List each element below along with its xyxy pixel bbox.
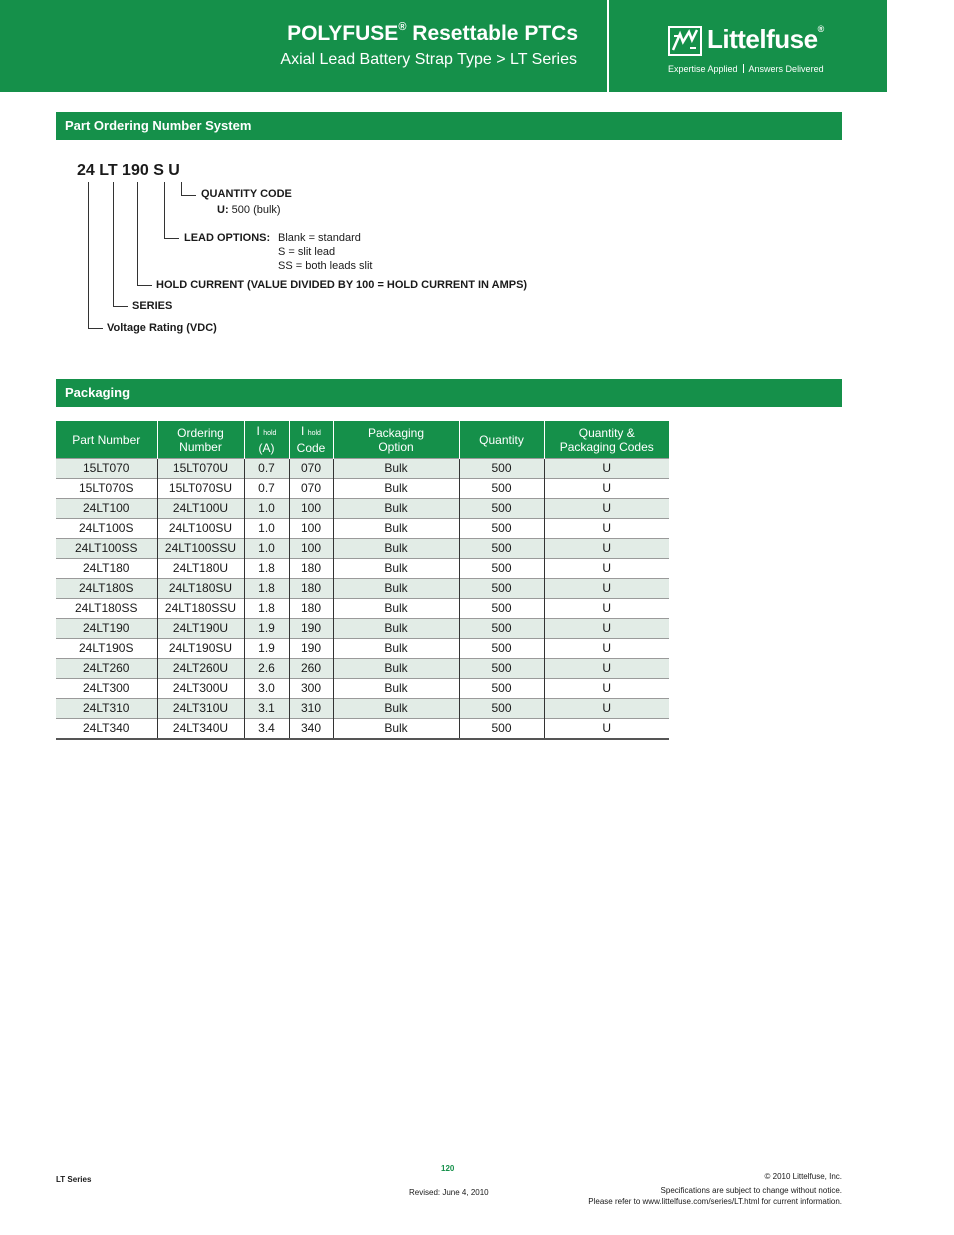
cell-packaging-code: U bbox=[544, 679, 669, 699]
ordering-line2: Number bbox=[179, 439, 222, 454]
connector-quantity-vertical bbox=[181, 182, 182, 195]
cell-part-number: 15LT070 bbox=[56, 459, 157, 479]
cell-ihold-amps: 1.8 bbox=[244, 579, 289, 599]
cell-ihold-amps: 1.0 bbox=[244, 499, 289, 519]
cell-ordering-number: 24LT190U bbox=[157, 619, 244, 639]
table-row bbox=[56, 499, 669, 519]
document-subtitle: Axial Lead Battery Strap Type > LT Series bbox=[280, 51, 577, 68]
packaging-table bbox=[56, 421, 669, 740]
quantity-code-label: QUANTITY CODE bbox=[201, 188, 292, 200]
connector-lead-vertical bbox=[164, 182, 165, 238]
cell-ihold-code: 340 bbox=[289, 719, 333, 740]
table-row bbox=[56, 699, 669, 719]
cell-part-number: 24LT180S bbox=[56, 579, 157, 599]
cell-ordering-number: 24LT180SSU bbox=[157, 599, 244, 619]
cell-packaging-code: U bbox=[544, 659, 669, 679]
cell-ordering-number: 24LT100SU bbox=[157, 519, 244, 539]
cell-packaging-code: U bbox=[544, 579, 669, 599]
cell-packaging-option: Bulk bbox=[333, 579, 459, 599]
cell-ihold-amps: 2.6 bbox=[244, 659, 289, 679]
cell-packaging-option: Bulk bbox=[333, 599, 459, 619]
cell-packaging-option: Bulk bbox=[333, 659, 459, 679]
tagline-left: Expertise Applied bbox=[668, 64, 738, 74]
cell-packaging-code: U bbox=[544, 559, 669, 579]
cell-ihold-amps: 1.0 bbox=[244, 519, 289, 539]
col-header-ihold-code bbox=[289, 421, 333, 459]
cell-packaging-option: Bulk bbox=[333, 519, 459, 539]
table-row bbox=[56, 539, 669, 559]
tagline-separator bbox=[743, 64, 744, 73]
cell-quantity: 500 bbox=[459, 459, 544, 479]
cell-ihold-code: 100 bbox=[289, 519, 333, 539]
cell-ordering-number: 24LT180SU bbox=[157, 579, 244, 599]
header-divider bbox=[607, 0, 609, 92]
cell-packaging-option: Bulk bbox=[333, 539, 459, 559]
cell-quantity: 500 bbox=[459, 539, 544, 559]
lead-option-standard: Blank = standard bbox=[278, 232, 361, 244]
cell-packaging-code: U bbox=[544, 599, 669, 619]
connector-series-horizontal bbox=[113, 306, 128, 307]
col-header-ordering-number bbox=[157, 421, 244, 459]
cell-ordering-number: 15LT070SU bbox=[157, 479, 244, 499]
cell-ihold-amps: 1.0 bbox=[244, 539, 289, 559]
col-header-ihold-amps bbox=[244, 421, 289, 459]
footer-refer-note: Please refer to www.littelfuse.com/series/LT.html for current information. bbox=[588, 1197, 842, 1206]
connector-hold-vertical bbox=[137, 182, 138, 285]
cell-quantity: 500 bbox=[459, 499, 544, 519]
cell-packaging-code: U bbox=[544, 639, 669, 659]
cell-packaging-code: U bbox=[544, 519, 669, 539]
cell-packaging-option: Bulk bbox=[333, 459, 459, 479]
tagline-right: Answers Delivered bbox=[748, 64, 824, 74]
cell-packaging-code: U bbox=[544, 499, 669, 519]
table-row bbox=[56, 619, 669, 639]
cell-packaging-option: Bulk bbox=[333, 679, 459, 699]
cell-quantity: 500 bbox=[459, 639, 544, 659]
cell-ihold-amps: 1.9 bbox=[244, 619, 289, 639]
cell-ihold-code: 180 bbox=[289, 579, 333, 599]
table-row bbox=[56, 479, 669, 499]
cell-packaging-code: U bbox=[544, 479, 669, 499]
ihold-symbol: I bbox=[256, 424, 260, 438]
logo-tagline bbox=[668, 64, 824, 74]
table-header-row bbox=[56, 421, 669, 459]
cell-packaging-code: U bbox=[544, 539, 669, 559]
voltage-rating-label: Voltage Rating (VDC) bbox=[107, 322, 217, 334]
cell-part-number: 24LT180 bbox=[56, 559, 157, 579]
cell-ordering-number: 24LT100SSU bbox=[157, 539, 244, 559]
footer-series: LT Series bbox=[56, 1175, 92, 1184]
cell-part-number: 24LT260 bbox=[56, 659, 157, 679]
cell-packaging-option: Bulk bbox=[333, 619, 459, 639]
cell-packaging-code: U bbox=[544, 459, 669, 479]
cell-ihold-amps: 3.4 bbox=[244, 719, 289, 740]
cell-ordering-number: 24LT100U bbox=[157, 499, 244, 519]
ihold-unit: (A) bbox=[258, 441, 275, 455]
quantity-code-detail bbox=[217, 204, 281, 216]
cell-quantity: 500 bbox=[459, 659, 544, 679]
col-header-quantity-packaging-codes bbox=[544, 421, 669, 459]
cell-ihold-code: 180 bbox=[289, 599, 333, 619]
cell-ordering-number: 24LT310U bbox=[157, 699, 244, 719]
table-row bbox=[56, 639, 669, 659]
table-row bbox=[56, 599, 669, 619]
example-part-number: 24 LT 190 S U bbox=[77, 162, 180, 179]
cell-ihold-code: 100 bbox=[289, 539, 333, 559]
cell-quantity: 500 bbox=[459, 519, 544, 539]
cell-packaging-option: Bulk bbox=[333, 499, 459, 519]
cell-ordering-number: 15LT070U bbox=[157, 459, 244, 479]
cell-part-number: 24LT180SS bbox=[56, 599, 157, 619]
cell-part-number: 15LT070S bbox=[56, 479, 157, 499]
cell-ihold-amps: 1.8 bbox=[244, 599, 289, 619]
cell-part-number: 24LT190S bbox=[56, 639, 157, 659]
footer-revised: Revised: June 4, 2010 bbox=[409, 1188, 489, 1197]
footer-page-number: 120 bbox=[441, 1164, 455, 1173]
cell-ihold-code: 180 bbox=[289, 559, 333, 579]
cell-ihold-code: 300 bbox=[289, 679, 333, 699]
connector-hold-horizontal bbox=[137, 285, 152, 286]
hold-current-label: HOLD CURRENT (VALUE DIVIDED BY 100 = HOLD CURRENT IN AMPS) bbox=[156, 279, 528, 291]
cell-packaging-option: Bulk bbox=[333, 639, 459, 659]
footer-spec-note: Specifications are subject to change without notice. bbox=[660, 1186, 842, 1195]
quantity-code-value: 500 (bulk) bbox=[228, 204, 281, 216]
table-row bbox=[56, 459, 669, 479]
packaging-table-body bbox=[56, 459, 669, 740]
cell-packaging-code: U bbox=[544, 619, 669, 639]
footer-copyright: © 2010 Littelfuse, Inc. bbox=[764, 1172, 842, 1181]
document-title bbox=[0, 22, 578, 46]
lead-option-slit: S = slit lead bbox=[278, 246, 336, 258]
registered-mark: ® bbox=[398, 21, 407, 33]
connector-lead-horizontal bbox=[164, 238, 179, 239]
pack-line2: Option bbox=[378, 439, 414, 454]
cell-part-number: 24LT340 bbox=[56, 719, 157, 740]
cell-packaging-option: Bulk bbox=[333, 479, 459, 499]
qpc-line1: Quantity & bbox=[578, 425, 635, 440]
code-symbol: I bbox=[301, 424, 305, 438]
cell-ordering-number: 24LT190SU bbox=[157, 639, 244, 659]
logo-name: Littelfuse bbox=[707, 24, 818, 54]
cell-packaging-code: U bbox=[544, 719, 669, 740]
cell-ihold-amps: 0.7 bbox=[244, 459, 289, 479]
code-subscript: hold bbox=[307, 430, 321, 437]
logo-registered-mark: ® bbox=[817, 24, 824, 35]
cell-packaging-code: U bbox=[544, 699, 669, 719]
table-row bbox=[56, 719, 669, 740]
cell-part-number: 24LT190 bbox=[56, 619, 157, 639]
cell-ihold-amps: 3.1 bbox=[244, 699, 289, 719]
cell-packaging-option: Bulk bbox=[333, 699, 459, 719]
cell-ihold-amps: 1.9 bbox=[244, 639, 289, 659]
connector-voltage-vertical bbox=[88, 182, 89, 328]
littelfuse-logo-icon bbox=[668, 26, 702, 56]
connector-quantity-horizontal bbox=[181, 195, 196, 196]
title-rest: Resettable PTCs bbox=[406, 22, 578, 45]
cell-part-number: 24LT100SS bbox=[56, 539, 157, 559]
cell-ordering-number: 24LT260U bbox=[157, 659, 244, 679]
cell-ordering-number: 24LT300U bbox=[157, 679, 244, 699]
table-row bbox=[56, 659, 669, 679]
cell-packaging-option: Bulk bbox=[333, 559, 459, 579]
cell-quantity: 500 bbox=[459, 619, 544, 639]
lead-option-both-slit: SS = both leads slit bbox=[278, 260, 373, 272]
cell-quantity: 500 bbox=[459, 699, 544, 719]
cell-ihold-amps: 1.8 bbox=[244, 559, 289, 579]
ihold-subscript: hold bbox=[263, 430, 277, 437]
cell-ihold-amps: 0.7 bbox=[244, 479, 289, 499]
cell-ihold-amps: 3.0 bbox=[244, 679, 289, 699]
cell-ihold-code: 310 bbox=[289, 699, 333, 719]
section-header-packaging: Packaging bbox=[56, 379, 842, 407]
cell-ordering-number: 24LT340U bbox=[157, 719, 244, 740]
cell-quantity: 500 bbox=[459, 559, 544, 579]
table-row bbox=[56, 519, 669, 539]
cell-ihold-code: 190 bbox=[289, 619, 333, 639]
quantity-code-key: U: bbox=[217, 204, 229, 216]
cell-quantity: 500 bbox=[459, 599, 544, 619]
col-header-quantity: Quantity bbox=[459, 421, 544, 459]
code-word: Code bbox=[296, 441, 326, 455]
cell-part-number: 24LT100S bbox=[56, 519, 157, 539]
cell-quantity: 500 bbox=[459, 719, 544, 740]
table-row bbox=[56, 559, 669, 579]
series-label: SERIES bbox=[132, 300, 173, 312]
lead-options-label: LEAD OPTIONS: bbox=[184, 232, 271, 244]
table-row bbox=[56, 679, 669, 699]
qpc-line2: Packaging Codes bbox=[559, 439, 654, 454]
pack-line1: Packaging bbox=[367, 425, 425, 440]
section-header-part-ordering: Part Ordering Number System bbox=[56, 112, 842, 140]
table-row bbox=[56, 579, 669, 599]
title-main: POLYFUSE bbox=[287, 22, 399, 45]
col-header-packaging-option bbox=[333, 421, 459, 459]
cell-ihold-code: 070 bbox=[289, 479, 333, 499]
cell-quantity: 500 bbox=[459, 479, 544, 499]
cell-part-number: 24LT310 bbox=[56, 699, 157, 719]
cell-ihold-code: 190 bbox=[289, 639, 333, 659]
cell-part-number: 24LT300 bbox=[56, 679, 157, 699]
cell-part-number: 24LT100 bbox=[56, 499, 157, 519]
page-header bbox=[0, 0, 887, 92]
cell-ihold-code: 100 bbox=[289, 499, 333, 519]
cell-quantity: 500 bbox=[459, 679, 544, 699]
cell-ordering-number: 24LT180U bbox=[157, 559, 244, 579]
ordering-line1: Ordering bbox=[177, 425, 224, 440]
cell-ihold-code: 070 bbox=[289, 459, 333, 479]
littelfuse-logo-text bbox=[707, 24, 824, 55]
connector-series-vertical bbox=[113, 182, 114, 306]
col-header-part-number: Part Number bbox=[56, 421, 157, 459]
connector-voltage-horizontal bbox=[88, 328, 103, 329]
cell-quantity: 500 bbox=[459, 579, 544, 599]
cell-ihold-code: 260 bbox=[289, 659, 333, 679]
cell-packaging-option: Bulk bbox=[333, 719, 459, 740]
